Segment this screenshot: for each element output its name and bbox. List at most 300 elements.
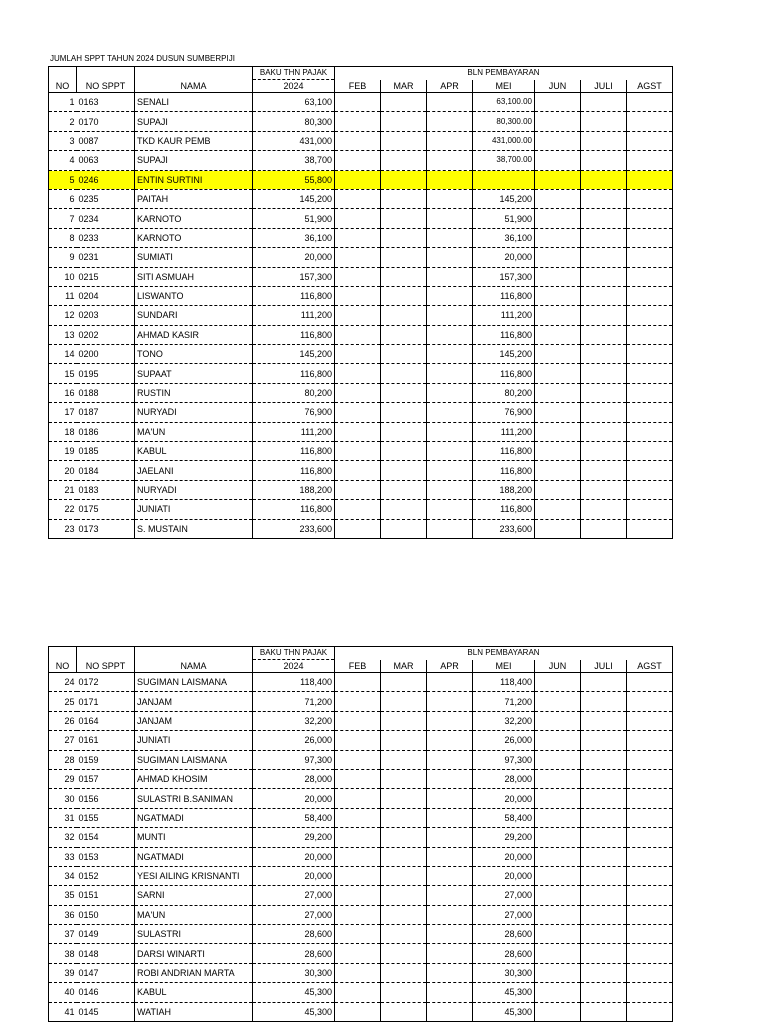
cell-no-sppt: 0215 bbox=[77, 267, 135, 286]
cell-mar bbox=[381, 673, 427, 692]
cell-mar bbox=[381, 325, 427, 344]
cell-no-sppt: 0151 bbox=[77, 886, 135, 905]
cell-no: 4 bbox=[49, 151, 77, 170]
document-title: JUMLAH SPPT TAHUN 2024 DUSUN SUMBERPIJI bbox=[50, 54, 235, 63]
cell-juli bbox=[581, 480, 627, 499]
cell-no: 22 bbox=[49, 500, 77, 519]
cell-jun bbox=[535, 480, 581, 499]
cell-mei: 116,800 bbox=[473, 325, 535, 344]
cell-juli bbox=[581, 983, 627, 1002]
cell-jun bbox=[535, 209, 581, 228]
cell-nama: JUNIATI bbox=[135, 731, 253, 750]
table-row bbox=[49, 519, 673, 538]
cell-mei: 38,700.00 bbox=[473, 151, 535, 170]
header-feb: FEB bbox=[335, 660, 381, 673]
table-row bbox=[49, 769, 673, 788]
cell-jun bbox=[535, 925, 581, 944]
table-row bbox=[49, 480, 673, 499]
cell-no-sppt: 0148 bbox=[77, 944, 135, 963]
cell-jun bbox=[535, 228, 581, 247]
cell-mei: 28,600 bbox=[473, 944, 535, 963]
table-row bbox=[49, 267, 673, 286]
cell-nama: KABUL bbox=[135, 442, 253, 461]
cell-apr bbox=[427, 442, 473, 461]
cell-no-sppt: 0161 bbox=[77, 731, 135, 750]
header-no-sppt: NO SPPT bbox=[77, 660, 135, 673]
cell-feb bbox=[335, 500, 381, 519]
cell-nama: SULASTRI bbox=[135, 925, 253, 944]
cell-no: 32 bbox=[49, 828, 77, 847]
cell-mei: 58,400 bbox=[473, 808, 535, 827]
cell-feb bbox=[335, 828, 381, 847]
cell-jun bbox=[535, 1002, 581, 1021]
cell-mar bbox=[381, 112, 427, 131]
table-row bbox=[49, 847, 673, 866]
cell-juli bbox=[581, 769, 627, 788]
cell-feb bbox=[335, 403, 381, 422]
cell-feb bbox=[335, 692, 381, 711]
cell-mei: 157,300 bbox=[473, 267, 535, 286]
cell-juli bbox=[581, 93, 627, 112]
cell-juli bbox=[581, 151, 627, 170]
cell-baku: 116,800 bbox=[253, 286, 335, 305]
cell-nama: SUPAAT bbox=[135, 364, 253, 383]
cell-nama: NURYADI bbox=[135, 403, 253, 422]
cell-feb bbox=[335, 93, 381, 112]
cell-juli bbox=[581, 808, 627, 827]
cell-apr bbox=[427, 480, 473, 499]
table-row bbox=[49, 286, 673, 305]
cell-mei: 26,000 bbox=[473, 731, 535, 750]
cell-feb bbox=[335, 750, 381, 769]
cell-agst bbox=[627, 983, 673, 1002]
cell-juli bbox=[581, 886, 627, 905]
table-body bbox=[49, 93, 673, 539]
cell-jun bbox=[535, 403, 581, 422]
cell-nama: S. MUSTAIN bbox=[135, 519, 253, 538]
cell-feb bbox=[335, 711, 381, 730]
cell-mar bbox=[381, 189, 427, 208]
cell-nama: YESI AILING KRISNANTI bbox=[135, 866, 253, 885]
cell-agst bbox=[627, 905, 673, 924]
cell-agst bbox=[627, 808, 673, 827]
cell-apr bbox=[427, 112, 473, 131]
cell-no: 37 bbox=[49, 925, 77, 944]
header-agst: AGST bbox=[627, 660, 673, 673]
cell-agst bbox=[627, 944, 673, 963]
cell-baku: 27,000 bbox=[253, 886, 335, 905]
cell-nama: MUNTI bbox=[135, 828, 253, 847]
cell-juli bbox=[581, 673, 627, 692]
cell-mar bbox=[381, 442, 427, 461]
header-mar: MAR bbox=[381, 80, 427, 93]
cell-mar bbox=[381, 963, 427, 982]
cell-nama: JAELANI bbox=[135, 461, 253, 480]
cell-mei: 27,000 bbox=[473, 905, 535, 924]
cell-feb bbox=[335, 112, 381, 131]
header-no: NO bbox=[49, 660, 77, 673]
cell-no-sppt: 0203 bbox=[77, 306, 135, 325]
cell-feb bbox=[335, 480, 381, 499]
cell-juli bbox=[581, 403, 627, 422]
header-bln-pembayaran: BLN PEMBAYARAN bbox=[335, 647, 673, 660]
cell-nama: KARNOTO bbox=[135, 228, 253, 247]
cell-mar bbox=[381, 769, 427, 788]
cell-mar bbox=[381, 886, 427, 905]
cell-no: 26 bbox=[49, 711, 77, 730]
header-apr: APR bbox=[427, 80, 473, 93]
cell-juli bbox=[581, 306, 627, 325]
cell-mar bbox=[381, 983, 427, 1002]
cell-mei: 71,200 bbox=[473, 692, 535, 711]
cell-no: 36 bbox=[49, 905, 77, 924]
cell-baku: 116,800 bbox=[253, 461, 335, 480]
cell-baku: 118,400 bbox=[253, 673, 335, 692]
cell-no: 13 bbox=[49, 325, 77, 344]
cell-no: 27 bbox=[49, 731, 77, 750]
cell-apr bbox=[427, 248, 473, 267]
cell-juli bbox=[581, 112, 627, 131]
cell-no: 28 bbox=[49, 750, 77, 769]
cell-no: 35 bbox=[49, 886, 77, 905]
cell-nama: SUPAJI bbox=[135, 112, 253, 131]
cell-mei: 116,800 bbox=[473, 364, 535, 383]
cell-juli bbox=[581, 131, 627, 150]
cell-nama: AHMAD KHOSIM bbox=[135, 769, 253, 788]
cell-juli bbox=[581, 170, 627, 189]
cell-feb bbox=[335, 983, 381, 1002]
cell-no: 25 bbox=[49, 692, 77, 711]
header-mei: MEI bbox=[473, 660, 535, 673]
cell-mei bbox=[473, 170, 535, 189]
cell-agst bbox=[627, 383, 673, 402]
cell-no: 17 bbox=[49, 403, 77, 422]
cell-apr bbox=[427, 131, 473, 150]
cell-mar bbox=[381, 306, 427, 325]
table-row bbox=[49, 983, 673, 1002]
cell-mar bbox=[381, 750, 427, 769]
cell-no-sppt: 0152 bbox=[77, 866, 135, 885]
cell-juli bbox=[581, 248, 627, 267]
cell-mei: 80,300.00 bbox=[473, 112, 535, 131]
header-jun: JUN bbox=[535, 80, 581, 93]
cell-feb bbox=[335, 886, 381, 905]
cell-mei: 116,800 bbox=[473, 461, 535, 480]
table-row bbox=[49, 731, 673, 750]
cell-baku: 116,800 bbox=[253, 325, 335, 344]
cell-agst bbox=[627, 403, 673, 422]
cell-apr bbox=[427, 500, 473, 519]
cell-no-sppt: 0154 bbox=[77, 828, 135, 847]
cell-baku: 28,600 bbox=[253, 944, 335, 963]
cell-baku: 116,800 bbox=[253, 500, 335, 519]
cell-agst bbox=[627, 750, 673, 769]
cell-no-sppt: 0204 bbox=[77, 286, 135, 305]
cell-juli bbox=[581, 963, 627, 982]
table-row bbox=[49, 963, 673, 982]
cell-no: 29 bbox=[49, 769, 77, 788]
cell-nama: PAITAH bbox=[135, 189, 253, 208]
header-year: 2024 bbox=[253, 660, 335, 673]
cell-juli bbox=[581, 789, 627, 808]
header-nama: NAMA bbox=[135, 80, 253, 93]
cell-feb bbox=[335, 519, 381, 538]
cell-no: 12 bbox=[49, 306, 77, 325]
cell-apr bbox=[427, 731, 473, 750]
header-blank bbox=[77, 647, 135, 660]
cell-jun bbox=[535, 306, 581, 325]
cell-apr bbox=[427, 422, 473, 441]
cell-baku: 27,000 bbox=[253, 905, 335, 924]
cell-agst bbox=[627, 925, 673, 944]
cell-no-sppt: 0235 bbox=[77, 189, 135, 208]
cell-feb bbox=[335, 325, 381, 344]
cell-feb bbox=[335, 364, 381, 383]
cell-apr bbox=[427, 345, 473, 364]
cell-no: 39 bbox=[49, 963, 77, 982]
cell-feb bbox=[335, 925, 381, 944]
cell-apr bbox=[427, 383, 473, 402]
cell-agst bbox=[627, 1002, 673, 1021]
cell-mar bbox=[381, 828, 427, 847]
cell-no: 20 bbox=[49, 461, 77, 480]
cell-mei: 76,900 bbox=[473, 403, 535, 422]
cell-juli bbox=[581, 750, 627, 769]
cell-agst bbox=[627, 364, 673, 383]
cell-no-sppt: 0188 bbox=[77, 383, 135, 402]
cell-no: 24 bbox=[49, 673, 77, 692]
cell-juli bbox=[581, 461, 627, 480]
cell-nama: NURYADI bbox=[135, 480, 253, 499]
cell-juli bbox=[581, 442, 627, 461]
cell-nama: SUMIATI bbox=[135, 248, 253, 267]
cell-baku: 38,700 bbox=[253, 151, 335, 170]
header-bln-pembayaran: BLN PEMBAYARAN bbox=[335, 67, 673, 80]
cell-agst bbox=[627, 769, 673, 788]
cell-baku: 45,300 bbox=[253, 1002, 335, 1021]
cell-baku: 58,400 bbox=[253, 808, 335, 827]
cell-apr bbox=[427, 1002, 473, 1021]
cell-juli bbox=[581, 364, 627, 383]
cell-no-sppt: 0159 bbox=[77, 750, 135, 769]
header-baku: BAKU THN PAJAK bbox=[253, 67, 335, 80]
cell-nama: RUSTIN bbox=[135, 383, 253, 402]
cell-juli bbox=[581, 692, 627, 711]
header-no-sppt: NO SPPT bbox=[77, 80, 135, 93]
cell-no: 21 bbox=[49, 480, 77, 499]
table-row bbox=[49, 151, 673, 170]
cell-no-sppt: 0145 bbox=[77, 1002, 135, 1021]
cell-jun bbox=[535, 886, 581, 905]
cell-baku: 157,300 bbox=[253, 267, 335, 286]
cell-mar bbox=[381, 286, 427, 305]
cell-baku: 97,300 bbox=[253, 750, 335, 769]
cell-juli bbox=[581, 519, 627, 538]
cell-mei: 116,800 bbox=[473, 500, 535, 519]
cell-agst bbox=[627, 345, 673, 364]
cell-baku: 51,900 bbox=[253, 209, 335, 228]
cell-no: 10 bbox=[49, 267, 77, 286]
cell-mei: 28,000 bbox=[473, 769, 535, 788]
table-row bbox=[49, 828, 673, 847]
cell-mei: 111,200 bbox=[473, 422, 535, 441]
cell-mar bbox=[381, 944, 427, 963]
cell-mar bbox=[381, 422, 427, 441]
cell-apr bbox=[427, 808, 473, 827]
cell-agst bbox=[627, 963, 673, 982]
cell-jun bbox=[535, 364, 581, 383]
cell-no: 5 bbox=[49, 170, 77, 189]
cell-no-sppt: 0246 bbox=[77, 170, 135, 189]
cell-baku: 20,000 bbox=[253, 248, 335, 267]
cell-nama: ROBI ANDRIAN MARTA bbox=[135, 963, 253, 982]
cell-juli bbox=[581, 944, 627, 963]
header-mar: MAR bbox=[381, 660, 427, 673]
cell-mar bbox=[381, 403, 427, 422]
cell-mei: 97,300 bbox=[473, 750, 535, 769]
header-blank bbox=[77, 67, 135, 80]
cell-mei: 233,600 bbox=[473, 519, 535, 538]
cell-no-sppt: 0156 bbox=[77, 789, 135, 808]
cell-no-sppt: 0202 bbox=[77, 325, 135, 344]
cell-jun bbox=[535, 500, 581, 519]
cell-no: 30 bbox=[49, 789, 77, 808]
cell-mar bbox=[381, 364, 427, 383]
cell-mar bbox=[381, 131, 427, 150]
cell-mar bbox=[381, 383, 427, 402]
cell-apr bbox=[427, 769, 473, 788]
cell-no: 40 bbox=[49, 983, 77, 1002]
cell-mar bbox=[381, 267, 427, 286]
header-apr: APR bbox=[427, 660, 473, 673]
cell-juli bbox=[581, 383, 627, 402]
table-row bbox=[49, 93, 673, 112]
table-row bbox=[49, 189, 673, 208]
cell-feb bbox=[335, 944, 381, 963]
cell-jun bbox=[535, 383, 581, 402]
cell-nama: WATIAH bbox=[135, 1002, 253, 1021]
cell-feb bbox=[335, 731, 381, 750]
cell-jun bbox=[535, 731, 581, 750]
cell-juli bbox=[581, 866, 627, 885]
cell-apr bbox=[427, 925, 473, 944]
cell-juli bbox=[581, 422, 627, 441]
cell-juli bbox=[581, 711, 627, 730]
cell-agst bbox=[627, 789, 673, 808]
cell-mei: 36,100 bbox=[473, 228, 535, 247]
cell-nama: JANJAM bbox=[135, 692, 253, 711]
cell-jun bbox=[535, 847, 581, 866]
table-row bbox=[49, 866, 673, 885]
cell-jun bbox=[535, 248, 581, 267]
cell-agst bbox=[627, 886, 673, 905]
cell-feb bbox=[335, 209, 381, 228]
cell-no: 31 bbox=[49, 808, 77, 827]
cell-juli bbox=[581, 267, 627, 286]
cell-feb bbox=[335, 383, 381, 402]
table-row bbox=[49, 500, 673, 519]
cell-no-sppt: 0171 bbox=[77, 692, 135, 711]
cell-jun bbox=[535, 519, 581, 538]
cell-apr bbox=[427, 306, 473, 325]
cell-no-sppt: 0200 bbox=[77, 345, 135, 364]
cell-juli bbox=[581, 500, 627, 519]
cell-agst bbox=[627, 228, 673, 247]
cell-nama: SUNDARI bbox=[135, 306, 253, 325]
cell-jun bbox=[535, 170, 581, 189]
table-row bbox=[49, 345, 673, 364]
cell-mei: 188,200 bbox=[473, 480, 535, 499]
cell-agst bbox=[627, 209, 673, 228]
cell-agst bbox=[627, 189, 673, 208]
cell-jun bbox=[535, 750, 581, 769]
cell-baku: 145,200 bbox=[253, 345, 335, 364]
cell-mar bbox=[381, 731, 427, 750]
cell-apr bbox=[427, 673, 473, 692]
cell-apr bbox=[427, 189, 473, 208]
cell-jun bbox=[535, 442, 581, 461]
cell-feb bbox=[335, 1002, 381, 1021]
cell-baku: 45,300 bbox=[253, 983, 335, 1002]
cell-feb bbox=[335, 267, 381, 286]
cell-feb bbox=[335, 866, 381, 885]
cell-baku: 26,000 bbox=[253, 731, 335, 750]
cell-mei: 30,300 bbox=[473, 963, 535, 982]
cell-juli bbox=[581, 228, 627, 247]
cell-no: 3 bbox=[49, 131, 77, 150]
cell-jun bbox=[535, 151, 581, 170]
table-row bbox=[49, 112, 673, 131]
cell-mei: 20,000 bbox=[473, 847, 535, 866]
header-juli: JULI bbox=[581, 660, 627, 673]
cell-feb bbox=[335, 789, 381, 808]
cell-no-sppt: 0153 bbox=[77, 847, 135, 866]
cell-mar bbox=[381, 519, 427, 538]
cell-baku: 145,200 bbox=[253, 189, 335, 208]
cell-agst bbox=[627, 711, 673, 730]
cell-baku: 32,200 bbox=[253, 711, 335, 730]
cell-feb bbox=[335, 345, 381, 364]
table-row bbox=[49, 383, 673, 402]
cell-mar bbox=[381, 228, 427, 247]
cell-feb bbox=[335, 131, 381, 150]
cell-juli bbox=[581, 325, 627, 344]
cell-baku: 63,100 bbox=[253, 93, 335, 112]
header-blank bbox=[49, 647, 77, 660]
header-jun: JUN bbox=[535, 660, 581, 673]
cell-mei: 118,400 bbox=[473, 673, 535, 692]
table-row bbox=[49, 750, 673, 769]
cell-juli bbox=[581, 189, 627, 208]
cell-jun bbox=[535, 673, 581, 692]
header-mei: MEI bbox=[473, 80, 535, 93]
cell-mei: 20,000 bbox=[473, 866, 535, 885]
cell-nama: AHMAD KASIR bbox=[135, 325, 253, 344]
cell-jun bbox=[535, 808, 581, 827]
cell-jun bbox=[535, 286, 581, 305]
cell-mei: 116,800 bbox=[473, 286, 535, 305]
cell-no: 9 bbox=[49, 248, 77, 267]
cell-feb bbox=[335, 170, 381, 189]
cell-feb bbox=[335, 306, 381, 325]
cell-juli bbox=[581, 286, 627, 305]
cell-mei: 27,000 bbox=[473, 886, 535, 905]
cell-agst bbox=[627, 847, 673, 866]
cell-baku: 28,000 bbox=[253, 769, 335, 788]
cell-mei: 32,200 bbox=[473, 711, 535, 730]
cell-mar bbox=[381, 808, 427, 827]
table-row bbox=[49, 209, 673, 228]
